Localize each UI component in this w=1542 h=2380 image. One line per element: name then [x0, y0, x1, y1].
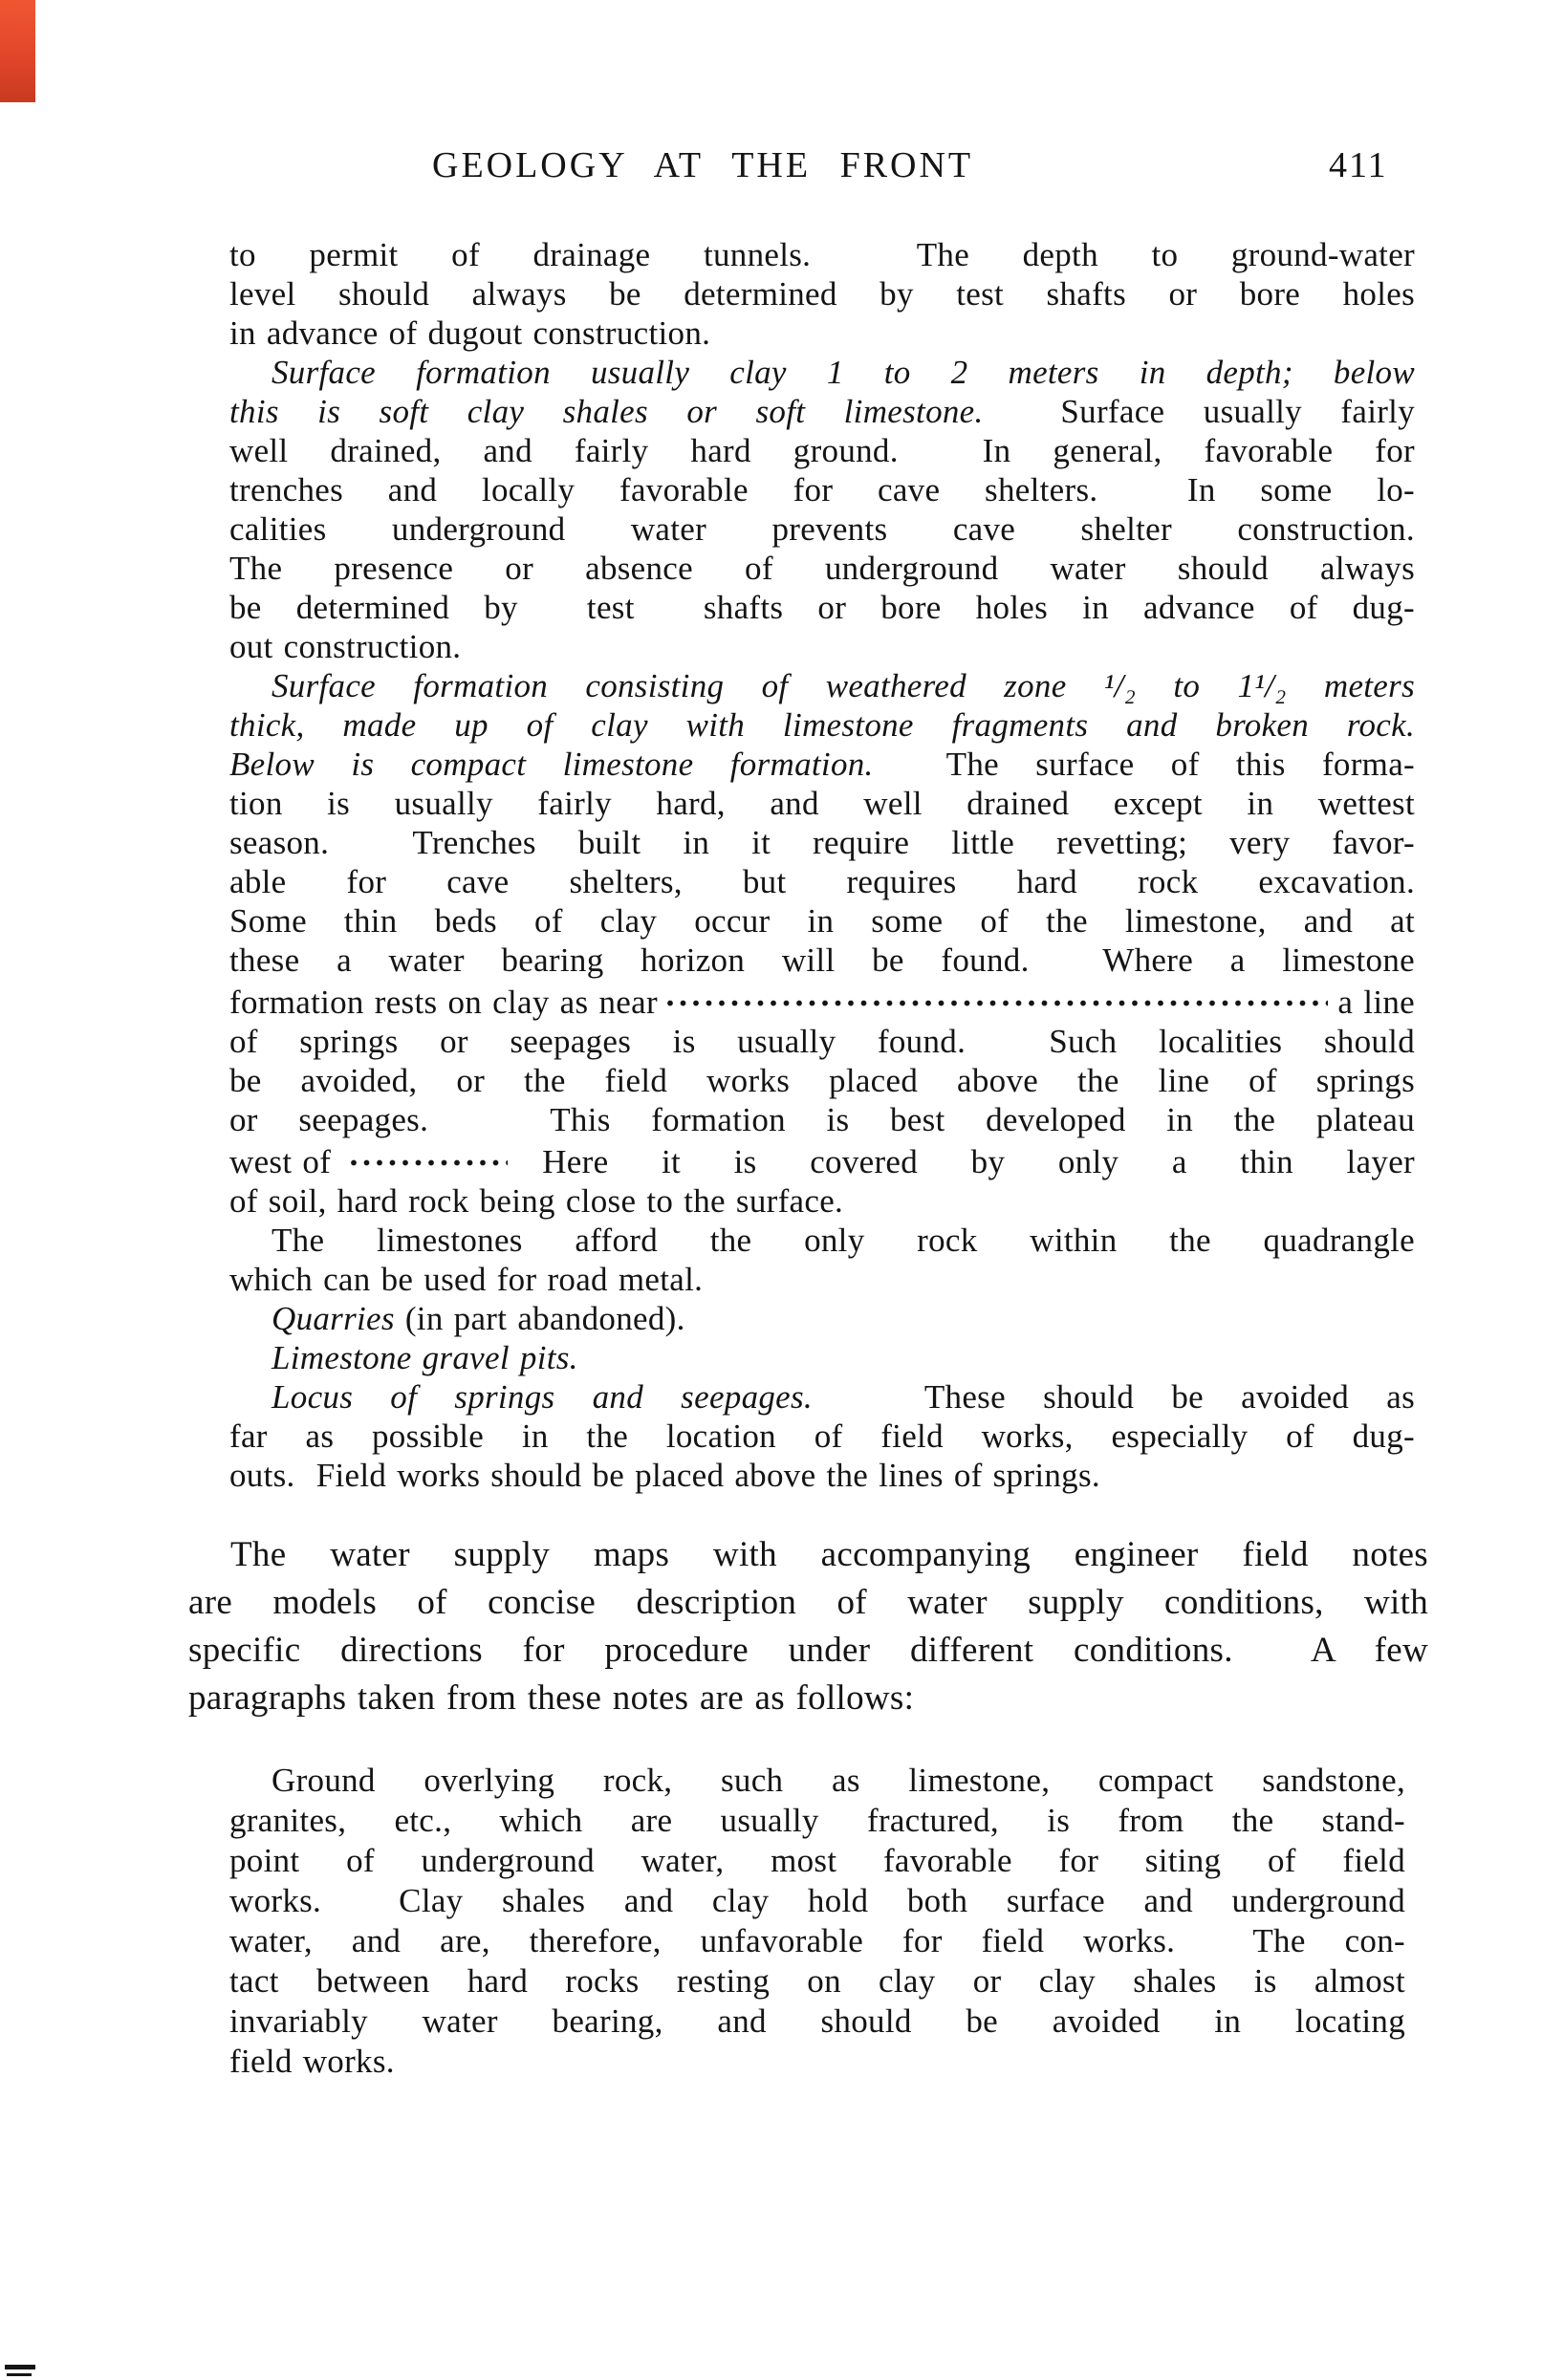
- text-segment: be determined by test shafts or bore holes in advance of dug-: [229, 589, 1415, 626]
- text-line: [229, 1801, 1405, 1841]
- text-line: [229, 353, 1415, 392]
- text-line: [188, 1675, 1428, 1722]
- text-line: [229, 823, 1415, 862]
- text-line: [229, 745, 1415, 784]
- text-segment: formation rests on clay as near: [229, 984, 658, 1021]
- text-line: [229, 549, 1415, 588]
- text-segment: Surface formation consisting of weathered zone ¹/₂ to 1¹/₂ meters: [271, 667, 1415, 704]
- text-segment: be avoided, or the field works placed above the line of springs: [229, 1062, 1415, 1099]
- text-line: [229, 509, 1415, 549]
- text-line: [229, 705, 1415, 745]
- text-line: [229, 1761, 1405, 1801]
- text-line: [229, 274, 1415, 314]
- text-segment: Quarries: [271, 1300, 395, 1337]
- text-line: [229, 1221, 1415, 1260]
- text-segment: point of underground water, most favorable for siting of field: [229, 1842, 1405, 1879]
- text-line: [229, 470, 1415, 509]
- text-line: [229, 392, 1415, 431]
- dotted-leader: [665, 980, 1331, 1013]
- text-line: [229, 1961, 1405, 2001]
- text-segment: a line: [1337, 984, 1415, 1021]
- text-segment: these a water bearing horizon will be found. Where a limestone: [229, 941, 1415, 979]
- text-segment: specific directions for procedure under different conditions. A few: [188, 1631, 1428, 1670]
- text-line: [229, 2001, 1405, 2042]
- text-line: [229, 784, 1415, 823]
- text-segment: paragraphs taken from these notes are as follows:: [188, 1678, 915, 1718]
- text-segment: far as possible in the location of field works, especially of dug-: [229, 1417, 1415, 1455]
- scan-corner-mark: [7, 2373, 32, 2376]
- text-line: [229, 901, 1415, 941]
- text-line: [229, 1260, 1415, 1299]
- text-segment: of soil, hard rock being close to the surface.: [229, 1182, 844, 1220]
- text-line: [229, 1377, 1415, 1417]
- text-segment: this is soft clay shales or soft limestone.: [229, 393, 984, 430]
- text-line: [229, 1841, 1405, 1881]
- text-segment: are models of concise description of water supply conditions, with: [188, 1583, 1428, 1622]
- text-line: [229, 1881, 1405, 1921]
- text-segment: outs. Field works should be placed above the lines of springs.: [229, 1457, 1100, 1494]
- text-segment: The water supply maps with accompanying engineer field notes: [230, 1535, 1428, 1574]
- text-segment: (in part abandoned).: [394, 1300, 685, 1337]
- text-segment: to permit of drainage tunnels. The depth to ground-water: [229, 236, 1415, 273]
- text-line: [229, 941, 1415, 980]
- text-segment: thick, made up of clay with limestone fragments and broken rock.: [229, 706, 1415, 744]
- text-segment: water, and are, therefore, unfavorable for field works. The con-: [229, 1922, 1405, 1959]
- text-line: [229, 666, 1415, 705]
- text-segment: well drained, and fairly hard ground. In general, favorable for: [229, 432, 1415, 469]
- text-segment: trenches and locally favorable for cave shelters. In some lo-: [229, 471, 1415, 508]
- dotted-leader: [349, 1139, 510, 1173]
- text-line: [188, 1627, 1428, 1675]
- text-segment: calities underground water prevents cave shelter construction.: [229, 510, 1415, 548]
- text-segment: granites, etc., which are usually fractured, is from the stand-: [229, 1802, 1405, 1839]
- text-segment: or seepages. This formation is best developed in the plateau: [229, 1101, 1415, 1138]
- text-line: [188, 1531, 1428, 1579]
- text-segment: which can be used for road metal.: [229, 1261, 704, 1298]
- text-segment: Surface usually fairly: [983, 393, 1415, 430]
- text-segment: The surface of this forma-: [873, 746, 1415, 783]
- red-scan-tab-artifact: [0, 0, 35, 102]
- text-segment: west of: [229, 1143, 342, 1180]
- text-segment: Some thin beds of clay occur in some of the limestone, and at: [229, 902, 1415, 940]
- text-segment: Limestone gravel pits.: [271, 1339, 578, 1376]
- text-line: [229, 1181, 1415, 1221]
- text-segment: Ground overlying rock, such as limestone, compact sandstone,: [271, 1762, 1405, 1799]
- text-line: [229, 1022, 1415, 1061]
- text-segment: invariably water bearing, and should be avoided in locating: [229, 2002, 1405, 2040]
- text-line: [188, 1579, 1428, 1627]
- text-line: [229, 1100, 1415, 1139]
- text-segment: These should be avoided as: [812, 1378, 1415, 1416]
- text-line: [229, 1061, 1415, 1100]
- text-line: [229, 1921, 1405, 1961]
- extract-block-geology-notes: [229, 235, 1415, 1495]
- text-segment: tact between hard rocks resting on clay or clay shales is almost: [229, 1962, 1405, 2000]
- extract-block-engineer-notes: [229, 1761, 1405, 2082]
- text-segment: field works.: [229, 2043, 395, 2080]
- text-line: [229, 314, 1415, 353]
- text-segment: Here it is covered by only a thin layer: [542, 1143, 1415, 1180]
- running-head-title: GEOLOGY AT THE FRONT: [432, 145, 974, 185]
- text-segment: in advance of dugout construction.: [229, 314, 711, 352]
- text-segment: works. Clay shales and clay hold both surface and underground: [229, 1882, 1405, 1919]
- text-line: [229, 2042, 1405, 2082]
- text-segment: The presence or absence of underground water should always: [229, 550, 1415, 587]
- text-line: [229, 1299, 1415, 1338]
- text-line: [229, 862, 1415, 901]
- text-line: [229, 1139, 1415, 1181]
- text-segment: of springs or seepages is usually found. Such localities should: [229, 1023, 1415, 1060]
- text-segment: Below is compact limestone formation.: [229, 746, 874, 783]
- text-line: [229, 627, 1415, 666]
- text-line: [229, 1456, 1415, 1495]
- text-segment: out construction.: [229, 628, 462, 665]
- text-segment: Surface formation usually clay 1 to 2 meters in depth; below: [271, 354, 1415, 391]
- page-number: 411: [1329, 145, 1388, 185]
- text-line: [229, 980, 1415, 1022]
- text-segment: season. Trenches built in it require little revetting; very favor-: [229, 824, 1415, 861]
- text-line: [229, 1338, 1415, 1377]
- text-segment: tion is usually fairly hard, and well drained except in wettest: [229, 785, 1415, 822]
- text-segment: able for cave shelters, but requires hard rock excavation.: [229, 863, 1415, 900]
- text-line: [229, 1417, 1415, 1456]
- scan-corner-mark: [5, 2365, 35, 2369]
- text-segment: level should always be determined by test shafts or bore holes: [229, 275, 1415, 313]
- text-line: [229, 588, 1415, 627]
- main-text-paragraph: [188, 1531, 1428, 1722]
- text-line: [229, 235, 1415, 274]
- text-line: [229, 431, 1415, 470]
- text-segment: The limestones afford the only rock within the quadrangle: [271, 1222, 1415, 1259]
- text-segment: Locus of springs and seepages.: [271, 1378, 813, 1416]
